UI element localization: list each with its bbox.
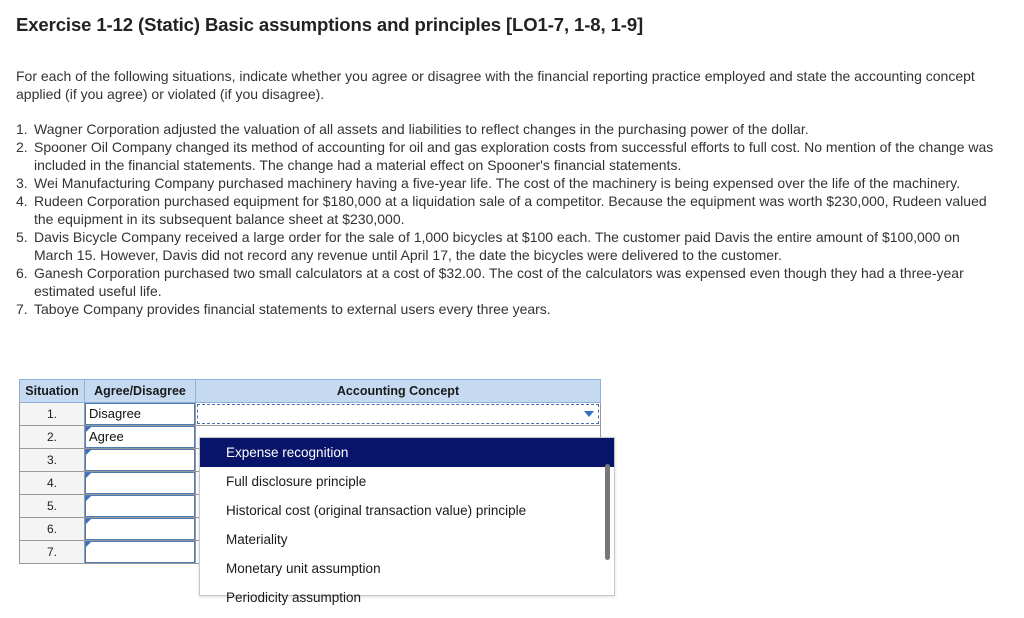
situation-number: 5.: [16, 229, 28, 245]
dropdown-option-full-disclosure[interactable]: Full disclosure principle: [226, 474, 367, 489]
situation-item: [16, 120, 1001, 138]
situation-number: 4.: [16, 193, 28, 209]
instructions: For each of the following situations, indicate whether you agree or disagree with the financial reporting practice employed and state the accounting concept applied (if you agree) or violated (if you disagree).: [16, 68, 975, 102]
header-agree-disagree: Agree/Disagree: [85, 380, 196, 403]
situation-cell: 4.: [20, 472, 85, 495]
header-accounting-concept: Accounting Concept: [196, 380, 601, 403]
dropdown-option-expense-recognition[interactable]: Expense recognition: [200, 438, 614, 467]
agree-disagree-input[interactable]: [85, 449, 195, 471]
dropdown-option-materiality[interactable]: Materiality: [226, 532, 288, 547]
agree-disagree-cell[interactable]: [85, 472, 196, 495]
accounting-concept-dropdown[interactable]: [199, 437, 615, 605]
cell-marker-icon: [86, 542, 91, 547]
situation-number: 7.: [16, 301, 28, 317]
dropdown-option-monetary-unit[interactable]: Monetary unit assumption: [226, 561, 381, 576]
select-focus-outline[interactable]: [197, 404, 599, 424]
situation-text: Ganesh Corporation purchased two small calculators at a cost of $32.00. The cost of the calculators was expensed even though they had a three-year estimated useful life.: [34, 265, 964, 299]
agree-disagree-input[interactable]: [85, 472, 195, 494]
accounting-concept-select[interactable]: [196, 403, 601, 426]
situation-item: [16, 300, 1001, 318]
situation-cell: 2.: [20, 426, 85, 449]
dropdown-scrollbar[interactable]: [605, 464, 610, 560]
situation-number: 3.: [16, 175, 28, 191]
agree-disagree-input[interactable]: [85, 495, 195, 517]
situation-item: [16, 138, 1001, 174]
situation-text: Davis Bicycle Company received a large order for the sale of 1,000 bicycles at $100 each. The customer paid Davis the entire amount of $100,000 on March 15. However, Davis did not record any revenue until April 17, the date the bicycles were delivered to the customer.: [34, 229, 960, 263]
situation-number: 1.: [16, 121, 28, 137]
agree-disagree-cell[interactable]: [85, 426, 196, 449]
dropdown-option-periodicity[interactable]: Periodicity assumption: [226, 590, 362, 605]
situation-text: Wagner Corporation adjusted the valuation of all assets and liabilities to reflect changes in the purchasing power of the dollar.: [34, 121, 809, 137]
situation-text: Wei Manufacturing Company purchased machinery having a five-year life. The cost of the machinery is being expensed over the life of the machinery.: [34, 175, 961, 191]
agree-disagree-input[interactable]: Agree: [85, 426, 195, 448]
agree-disagree-cell[interactable]: [85, 449, 196, 472]
situation-text: Spooner Oil Company changed its method of accounting for oil and gas exploration costs from successful efforts to full cost. No mention of the change was included in the financial statements. The change had a material effect on Spooner's financial statements.: [34, 139, 994, 173]
agree-disagree-cell[interactable]: [85, 518, 196, 541]
situation-text: Taboye Company provides financial statements to external users every three years.: [34, 301, 551, 317]
situation-cell: 5.: [20, 495, 85, 518]
situation-number: 2.: [16, 139, 28, 155]
agree-disagree-cell[interactable]: [85, 541, 196, 564]
situation-cell: 3.: [20, 449, 85, 472]
agree-disagree-input[interactable]: Disagree: [85, 403, 195, 425]
cell-marker-icon: [86, 450, 91, 455]
cell-marker-icon: [86, 519, 91, 524]
situation-cell: 1.: [20, 403, 85, 426]
situation-cell: 6.: [20, 518, 85, 541]
cell-marker-icon: [86, 496, 91, 501]
agree-disagree-input[interactable]: [85, 518, 195, 540]
cell-marker-icon: [86, 473, 91, 478]
situation-list: [16, 120, 1001, 318]
chevron-down-icon[interactable]: [584, 411, 594, 417]
page-title: Exercise 1-12 (Static) Basic assumptions and principles [LO1-7, 1-8, 1-9]: [16, 14, 644, 35]
header-situation: Situation: [20, 380, 85, 403]
dropdown-option-historical-cost[interactable]: Historical cost (original transaction value) principle: [226, 503, 527, 518]
situation-number: 6.: [16, 265, 28, 281]
agree-disagree-cell[interactable]: [85, 495, 196, 518]
table-row: [20, 403, 601, 426]
situation-item: [16, 228, 1001, 264]
situation-cell: 7.: [20, 541, 85, 564]
situation-text: Rudeen Corporation purchased equipment for $180,000 at a liquidation sale of a competitor. Because the equipment was worth $230,000, Rudeen valued the equipment in its subsequent balance sheet at $230,000.: [34, 193, 987, 227]
situation-item: [16, 174, 1001, 192]
situation-item: [16, 192, 1001, 228]
cell-marker-icon: [86, 427, 91, 432]
situation-item: [16, 264, 1001, 300]
agree-disagree-cell[interactable]: [85, 403, 196, 426]
agree-disagree-input[interactable]: [85, 541, 195, 563]
